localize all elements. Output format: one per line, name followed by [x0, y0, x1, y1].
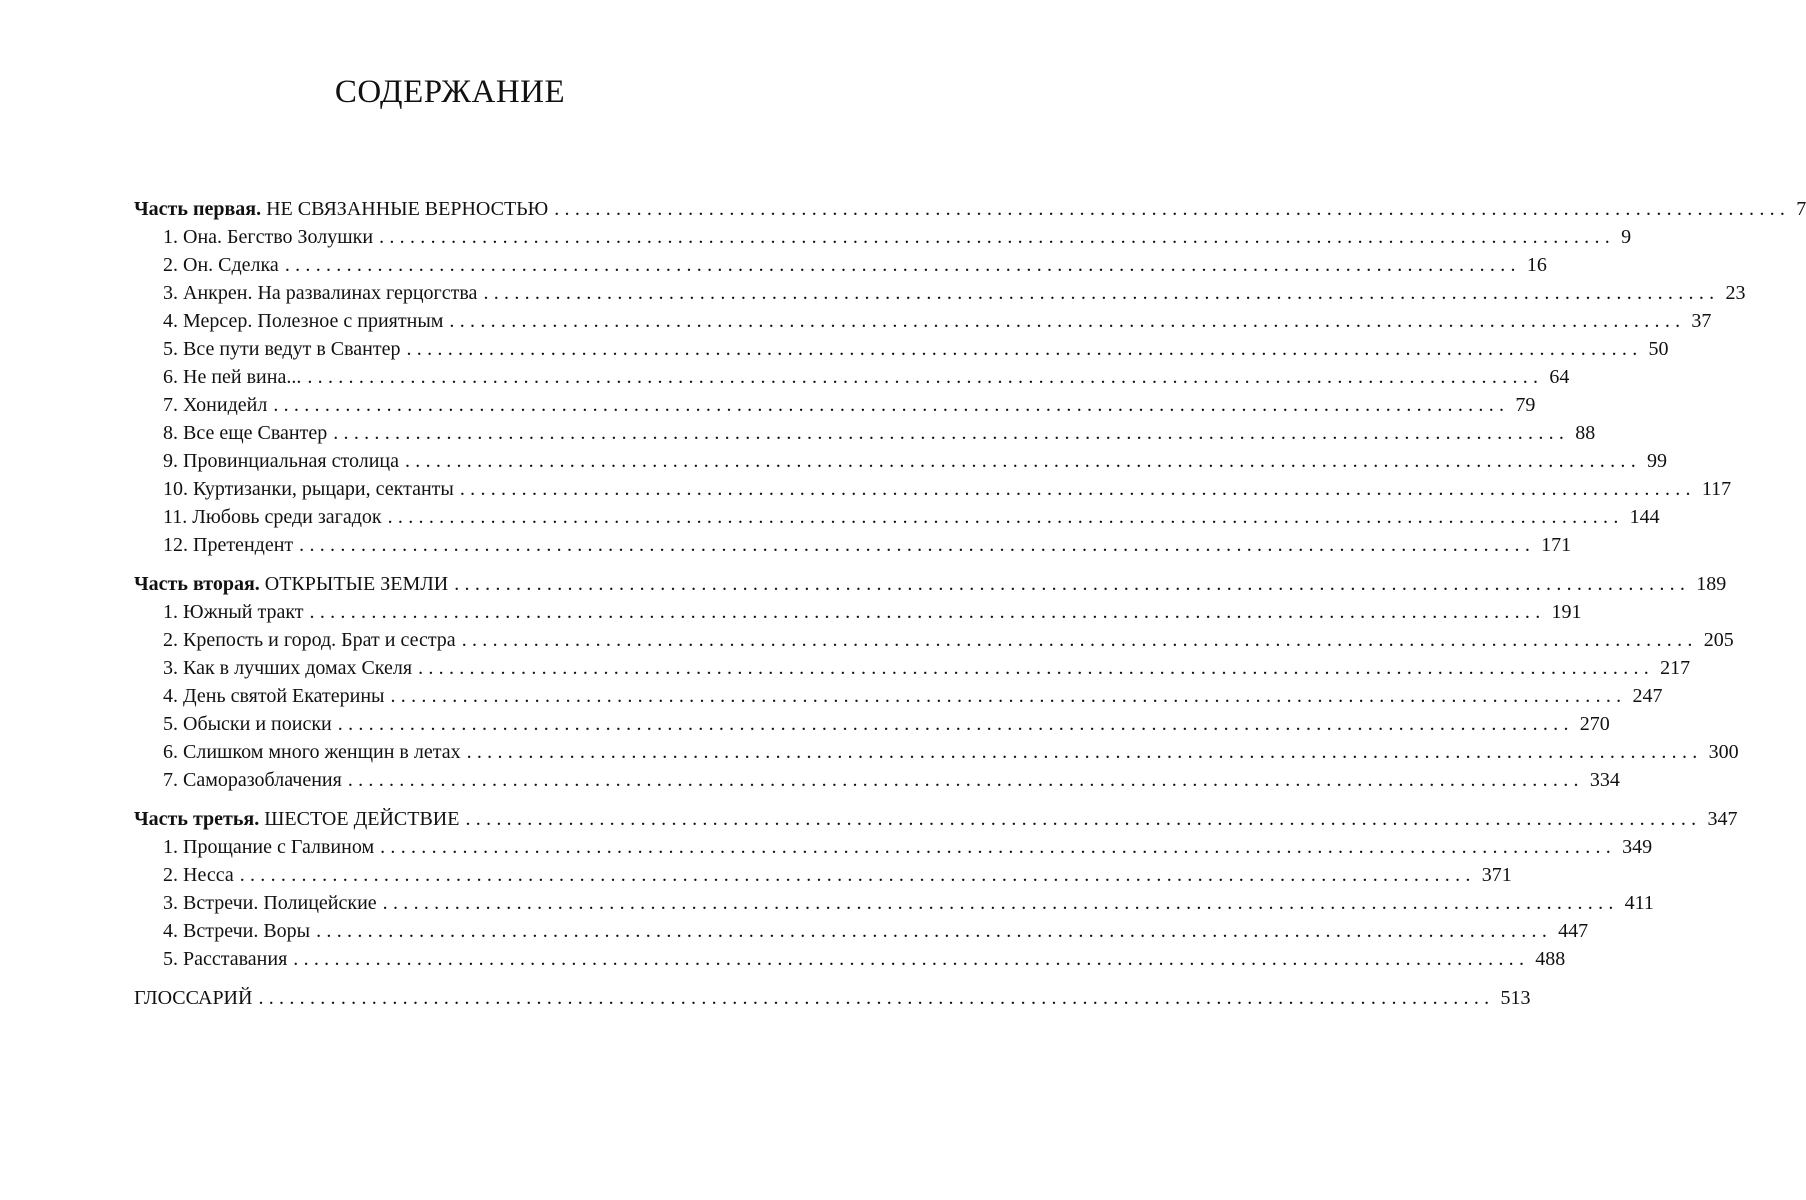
page-number: 99: [1647, 450, 1667, 472]
dot-leader: ........................................................................................................................: [307, 366, 1544, 388]
page-number: 117: [1701, 478, 1732, 500]
toc-chapter[interactable]: [134, 738, 1739, 766]
toc-chapter[interactable]: [134, 889, 1654, 917]
chapter-title: 1. Южный тракт: [163, 601, 304, 623]
page-number: 50: [1648, 338, 1669, 360]
toc-chapter[interactable]: [134, 861, 1512, 889]
dot-leader: ........................................................................................................................: [449, 310, 1686, 332]
page-number: 349: [1622, 836, 1653, 858]
toc-chapter[interactable]: [134, 419, 1596, 447]
chapter-title: 11. Любовь среди загадок: [163, 506, 382, 528]
page-number: 300: [1708, 741, 1739, 763]
section-gap: [134, 794, 780, 805]
part-label: Часть первая.: [134, 198, 262, 220]
page-number: 9: [1621, 226, 1632, 248]
dot-leader: ........................................................................................................................: [258, 987, 1495, 1009]
toc-chapter[interactable]: [134, 833, 1653, 861]
toc-chapter[interactable]: [134, 710, 1610, 738]
toc-chapter[interactable]: [134, 475, 1732, 503]
chapter-title: 10. Куртизанки, рыцари, сектанты: [163, 478, 454, 500]
dot-leader: ........................................................................................................................: [459, 478, 1696, 500]
dot-leader: ........................................................................................................................: [299, 534, 1536, 556]
dot-leader: ........................................................................................................................: [418, 657, 1655, 679]
part-name: ШЕСТОЕ ДЕЙСТВИЕ: [264, 808, 460, 830]
part-name: ОТКРЫТЫЕ ЗЕМЛИ: [264, 573, 449, 595]
page-number: 347: [1707, 808, 1738, 830]
chapter-title: 6. Не пей вина...: [163, 366, 302, 388]
toc-chapter[interactable]: [134, 682, 1663, 710]
page-number: 171: [1541, 534, 1572, 556]
page-number: 79: [1515, 394, 1536, 416]
toc-part-2[interactable]: [134, 570, 1727, 598]
toc-chapter[interactable]: [134, 917, 1589, 945]
table-of-contents: [134, 195, 1806, 1012]
chapter-title: 9. Провинциальная столица: [163, 450, 399, 472]
chapter-title: 2. Он. Сделка: [163, 254, 279, 276]
page-number: 247: [1632, 685, 1663, 707]
page-number: 334: [1589, 769, 1620, 791]
toc-chapter[interactable]: [134, 598, 1582, 626]
page-number: 447: [1558, 920, 1589, 942]
dot-leader: ........................................................................................................................: [273, 394, 1510, 416]
toc-chapter[interactable]: [134, 503, 1660, 531]
page-number: 88: [1575, 422, 1596, 444]
toc-chapter[interactable]: [134, 945, 1566, 973]
page-number: 64: [1549, 366, 1570, 388]
toc-chapter[interactable]: [134, 223, 1632, 251]
page-title: СОДЕРЖАНИЕ: [334, 74, 566, 110]
dot-leader: ........................................................................................................................: [454, 573, 1691, 595]
dot-leader: ........................................................................................................................: [333, 422, 1570, 444]
page-number: 7: [1796, 198, 1806, 220]
toc-chapter[interactable]: [134, 654, 1691, 682]
dot-leader: ........................................................................................................................: [390, 685, 1627, 707]
section-gap: [134, 973, 780, 984]
chapter-title: 7. Саморазоблачения: [163, 769, 342, 791]
dot-leader: ........................................................................................................................: [483, 282, 1720, 304]
dot-leader: ........................................................................................................................: [284, 254, 1521, 276]
dot-leader: ........................................................................................................................: [387, 506, 1624, 528]
dot-leader: ........................................................................................................................: [379, 226, 1616, 248]
chapter-title: 1. Она. Бегство Золушки: [163, 226, 374, 248]
page-number: 513: [1500, 987, 1531, 1009]
page-number: 488: [1535, 948, 1566, 970]
dot-leader: ........................................................................................................................: [554, 198, 1791, 220]
chapter-title: 6. Слишком много женщин в летах: [163, 741, 461, 763]
dot-leader: ........................................................................................................................: [466, 741, 1703, 763]
chapter-title: 7. Хонидейл: [163, 394, 268, 416]
page-number: 16: [1526, 254, 1547, 276]
chapter-title: 4. Встречи. Воры: [163, 920, 311, 942]
chapter-title: 3. Встречи. Полицейские: [163, 892, 377, 914]
dot-leader: ........................................................................................................................: [337, 713, 1574, 735]
toc-chapter[interactable]: [134, 251, 1547, 279]
dot-leader: ........................................................................................................................: [347, 769, 1584, 791]
part-name: НЕ СВЯЗАННЫЕ ВЕРНОСТЬЮ: [266, 198, 549, 220]
page-number: 191: [1551, 601, 1582, 623]
page-number: 189: [1696, 573, 1727, 595]
part-label: Часть вторая.: [134, 573, 260, 595]
chapter-title: 1. Прощание с Галвином: [163, 836, 375, 858]
toc-chapter[interactable]: [134, 531, 1572, 559]
section-gap: [134, 559, 780, 570]
page-number: 217: [1660, 657, 1691, 679]
page-number: 371: [1481, 864, 1512, 886]
toc-part-1[interactable]: [134, 195, 1806, 223]
toc-chapter[interactable]: [134, 447, 1667, 475]
toc-chapter[interactable]: [134, 307, 1712, 335]
toc-chapter[interactable]: [134, 363, 1570, 391]
chapter-title: 4. Мерсер. Полезное с приятным: [163, 310, 444, 332]
dot-leader: ........................................................................................................................: [380, 836, 1617, 858]
page-number: 23: [1725, 282, 1746, 304]
chapter-title: 5. Расставания: [163, 948, 288, 970]
chapter-title: 3. Анкрен. На развалинах герцогства: [163, 282, 478, 304]
dot-leader: ........................................................................................................................: [316, 920, 1553, 942]
chapter-title: 4. День святой Екатерины: [163, 685, 385, 707]
page-number: 411: [1624, 892, 1654, 914]
chapter-title: 2. Крепость и город. Брат и сестра: [163, 629, 456, 651]
chapter-title: 8. Все еще Свантер: [163, 422, 328, 444]
part-label: Часть третья.: [134, 808, 260, 830]
dot-leader: ........................................................................................................................: [406, 338, 1643, 360]
chapter-title: 3. Как в лучших домах Скеля: [163, 657, 413, 679]
toc-glossary[interactable]: [134, 984, 1531, 1012]
dot-leader: ........................................................................................................................: [309, 601, 1546, 623]
dot-leader: ........................................................................................................................: [405, 450, 1641, 472]
toc-chapter[interactable]: [134, 626, 1734, 654]
dot-leader: ........................................................................................................................: [461, 629, 1698, 651]
toc-chapter[interactable]: [134, 335, 1669, 363]
toc-part-3[interactable]: [134, 805, 1738, 833]
glossary-title: ГЛОССАРИЙ: [134, 987, 253, 1009]
page-number: 37: [1691, 310, 1712, 332]
toc-chapter[interactable]: [134, 766, 1620, 794]
dot-leader: ........................................................................................................................: [382, 892, 1619, 914]
chapter-title: 12. Претендент: [163, 534, 294, 556]
toc-chapter[interactable]: [134, 391, 1536, 419]
dot-leader: ........................................................................................................................: [465, 808, 1702, 830]
chapter-title: 2. Несса: [163, 864, 234, 886]
dot-leader: ........................................................................................................................: [293, 948, 1530, 970]
page-number: 144: [1629, 506, 1660, 528]
dot-leader: ........................................................................................................................: [239, 864, 1476, 886]
page-number: 205: [1703, 629, 1734, 651]
toc-chapter[interactable]: [134, 279, 1746, 307]
page-number: 270: [1579, 713, 1610, 735]
chapter-title: 5. Все пути ведут в Свантер: [163, 338, 401, 360]
chapter-title: 5. Обыски и поиски: [163, 713, 332, 735]
